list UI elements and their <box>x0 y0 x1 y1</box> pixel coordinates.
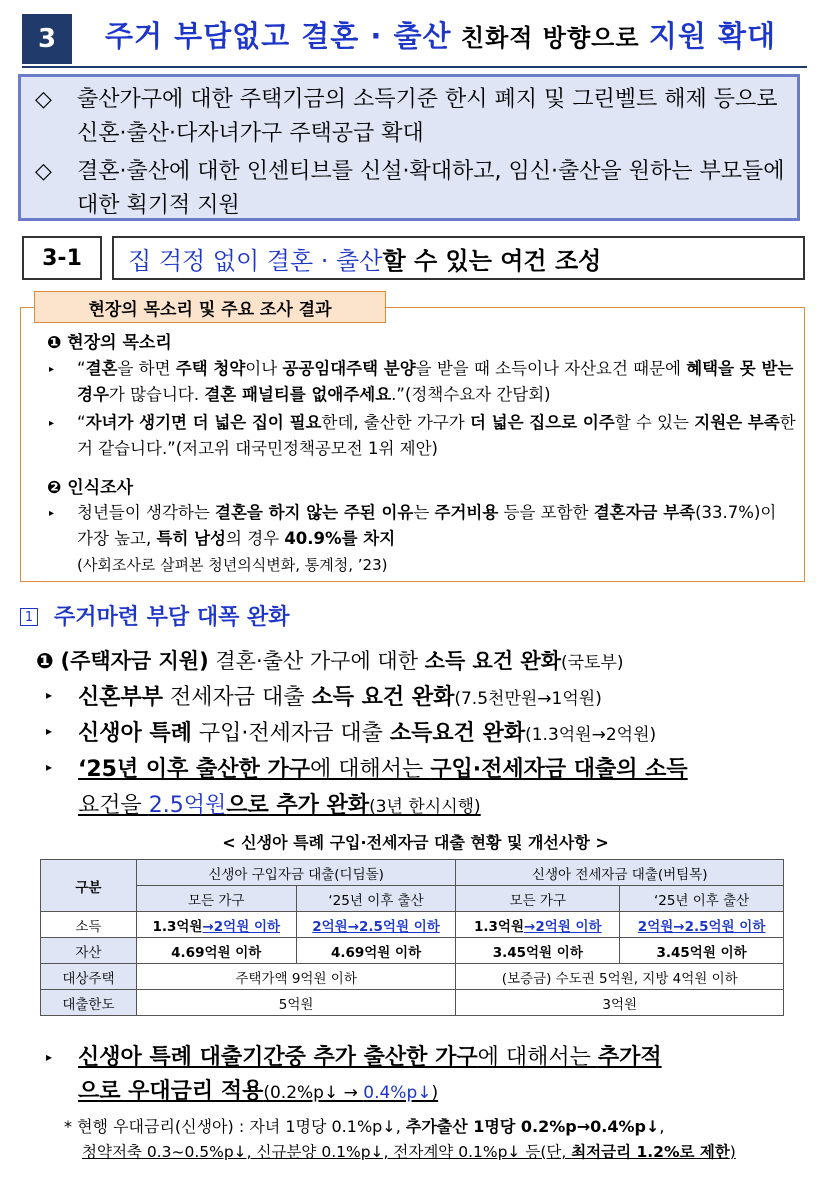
section-title-part1: 주거 부담없고 결혼 · 출산 <box>105 19 452 53</box>
subsection-title <box>112 236 805 280</box>
triangle-bullet-icon: ▸ <box>49 364 55 375</box>
text-run: 청년들이 생각하는 <box>77 503 216 522</box>
table-row <box>41 938 784 964</box>
table-row <box>41 912 784 938</box>
rate-note-1 <box>64 1114 664 1137</box>
survey-result <box>77 500 797 552</box>
text-run: 가 많습니다. <box>108 385 205 404</box>
bold-text-run: 특히 남성 <box>156 529 227 548</box>
table-header: 모든 가구 <box>456 886 620 912</box>
item1-text: 결혼·출산 가구에 대한 <box>208 649 425 673</box>
sub-line-2-d: (1.3억원→2억원) <box>525 725 657 745</box>
sub-line-1-d: (7.5천만원→1억원) <box>454 689 602 709</box>
subsection-number: 3-1 <box>22 236 102 280</box>
text-run: 한 거 같습니다.”(저고위 대국민정책공모전 1위 제안) <box>77 413 796 458</box>
table-cell <box>456 912 620 938</box>
rate-note-1-c: , <box>659 1117 665 1136</box>
sub-line-3-b: 에 대해서는 <box>309 757 431 782</box>
voice-heading-2: ❷ 인식조사 <box>47 478 133 498</box>
text-run: 을 받을 때 소득이나 자산요건 때문에 <box>415 359 687 378</box>
item1-mark: ❶ <box>36 649 54 673</box>
rate-note-1-a: * 현행 우대금리(신생아) : 자녀 1명당 0.1%p↓, <box>64 1117 406 1136</box>
bold-text-run: 결혼 <box>85 359 118 378</box>
table-header: 신생아 구입자금 대출(디딤돌) <box>136 860 456 886</box>
table-cell: 대상주택 <box>41 964 137 990</box>
rate-note-2 <box>82 1140 736 1162</box>
field-voice-box <box>20 307 805 582</box>
voice-quote-1 <box>77 356 797 408</box>
table-cell: 4.69억원 이하 <box>296 938 456 964</box>
table-cell: 3.45억원 이하 <box>620 938 784 964</box>
bold-text-run: 주택 청약 <box>175 359 246 378</box>
sub-line-3-cont <box>78 788 481 819</box>
bold-text-run: 주거비용 <box>434 503 499 522</box>
item1-agency: (국토부) <box>561 653 624 673</box>
section-title-part2: 친화적 방향으로 <box>451 24 649 52</box>
table-cell-text: 1.3억원 <box>474 918 525 935</box>
text-run: “ <box>77 413 86 432</box>
table-header: ‘25년 이후 출산 <box>620 886 784 912</box>
sub-line-2-b: 구입·전세자금 대출 <box>191 721 390 746</box>
table-cell: 2억원→2.5억원 이하 <box>620 912 784 938</box>
bold-text-run: 결혼자금 부족 <box>593 503 696 522</box>
section-title <box>105 14 776 55</box>
table-caption: < 신생아 특례 구입·전세자금 대출 현황 및 개선사항 > <box>222 833 609 852</box>
table-header: 신생아 전세자금 대출(버팀목) <box>456 860 784 886</box>
table-cell-text: →2억원 이하 <box>524 918 602 935</box>
bold-text-run: 자녀가 생기면 더 넓은 집이 필요 <box>85 413 322 432</box>
rate-line-b: 에 대해서는 <box>477 1045 598 1070</box>
rate-line-e: (0.2%p↓ → <box>263 1083 364 1103</box>
bold-text-run: 지원은 부족 <box>694 413 780 432</box>
section-title-part3: 지원 확대 <box>648 19 777 53</box>
table-cell: (보증금) 수도권 5억원, 지방 4억원 이하 <box>456 964 784 990</box>
section1-title: 주거마련 부담 대폭 완화 <box>54 605 290 630</box>
bold-text-run: 공공임대주택 분양 <box>282 359 416 378</box>
bold-text-run: 결혼 패널티를 없애주세요 <box>204 385 392 404</box>
subsection-title-blue: 집 걱정 없이 결혼 · 출산 <box>128 246 383 275</box>
sub-line-3 <box>78 752 688 783</box>
triangle-bullet-icon: ▸ <box>46 724 53 738</box>
item1-bold: (주택자금 지원) <box>60 649 209 673</box>
sub-line-3-e: 2.5억원 <box>148 793 227 818</box>
rate-note-2-a: 청약저축 0.3~0.5%p↓, 신규분양 0.1%p↓, 전자계약 0.1%p↓ 등(단, <box>82 1143 572 1161</box>
table-row <box>41 990 784 1016</box>
rate-note-2-c: ) <box>729 1143 736 1161</box>
item1-bold2: 소득 요건 완화 <box>424 649 561 673</box>
rate-line-c: 추가적 <box>597 1045 662 1070</box>
table-header: ‘25년 이후 출산 <box>296 886 456 912</box>
rate-line-2 <box>78 1074 438 1105</box>
subsection-title-black: 할 수 있는 여건 조성 <box>382 246 602 275</box>
sub-line-3-c: 구입·전세자금 대출의 소득 <box>430 757 688 782</box>
sub-line-3-f: 으로 추가 완화 <box>226 793 370 818</box>
triangle-bullet-icon: ▸ <box>46 688 53 702</box>
table-cell <box>136 912 296 938</box>
voice-heading-1: ❶ 현장의 목소리 <box>47 333 172 353</box>
rate-line-g: ) <box>431 1083 439 1103</box>
sub-line-3-a: ‘25년 이후 출산한 가구 <box>78 757 310 782</box>
rate-note-2-b: 최저금리 1.2%로 제한 <box>571 1143 730 1161</box>
text-run: 등을 포함한 <box>498 503 594 522</box>
table-cell: 주택가액 9억원 이하 <box>136 964 456 990</box>
diamond-icon: ◇ <box>35 159 52 184</box>
text-run: .”(정책수요자 간담회) <box>391 385 551 404</box>
section-rule <box>22 66 807 68</box>
bold-text-run: 혜택을 못 받는 경우 <box>77 359 794 404</box>
triangle-bullet-icon: ▸ <box>49 508 55 519</box>
summary-box <box>18 74 800 221</box>
table-cell: 2억원→2.5억원 이하 <box>296 912 456 938</box>
text-run: (33.7%)이 가장 높고, <box>77 503 777 548</box>
table-cell-text: 1.3억원 <box>152 918 203 935</box>
table-header: 구분 <box>41 860 137 912</box>
item1-heading <box>36 645 624 675</box>
table-cell: 5억원 <box>136 990 456 1016</box>
rate-note-1-b: 추가출산 1명당 0.2%p→0.4%p↓ <box>405 1117 660 1136</box>
voice-tab-label: 현장의 목소리 및 주요 조사 결과 <box>34 291 386 323</box>
rate-line-f: 0.4%p↓ <box>363 1083 432 1103</box>
rate-line-d: 으로 우대금리 적용 <box>78 1079 264 1104</box>
table-cell-text: →2억원 이하 <box>202 918 281 935</box>
sub-line-1-c: 소득 요건 완화 <box>311 685 455 710</box>
table-cell: 대출한도 <box>41 990 137 1016</box>
sub-line-3-d: 요건을 <box>78 793 149 818</box>
sub-line-1-b: 전세자금 대출 <box>163 685 312 710</box>
text-run: 는 <box>413 503 435 522</box>
summary-text: 출산가구에 대한 주택기금의 소득기준 한시 폐지 및 그린벨트 해제 등으로 신혼·출산·다자녀가구 주택공급 확대 <box>77 87 778 146</box>
sub-line-3-g: (3년 한시시행) <box>369 797 481 817</box>
bold-text-run: 40.9%를 차지 <box>284 529 396 548</box>
sub-line-2-c: 소득요건 완화 <box>389 721 526 746</box>
triangle-bullet-icon: ▸ <box>46 1050 53 1064</box>
table-row <box>41 964 784 990</box>
section1-number: 1 <box>20 608 38 626</box>
survey-source: (사회조사로 살펴본 청년의식변화, 통계청, ’23) <box>77 556 388 574</box>
text-run: 을 하면 <box>117 359 176 378</box>
table-cell: 3.45억원 이하 <box>456 938 620 964</box>
sub-line-1-a: 신혼부부 <box>78 685 164 710</box>
text-run: 할 수 있는 <box>614 413 695 432</box>
table-cell: 소득 <box>41 912 137 938</box>
diamond-icon: ◇ <box>35 87 52 112</box>
table-header: 모든 가구 <box>136 886 296 912</box>
voice-quote-2 <box>77 410 797 462</box>
text-run: 이나 <box>245 359 283 378</box>
loan-table <box>40 859 784 1016</box>
section-number: 3 <box>22 14 72 64</box>
rate-line-a: 신생아 특례 대출기간중 추가 출산한 가구 <box>78 1045 478 1070</box>
summary-text: 결혼·출산에 대한 인센티브를 신설·확대하고, 임신·출산을 원하는 부모들에 대한 획기적 지원 <box>77 159 785 218</box>
table-cell: 3억원 <box>456 990 784 1016</box>
text-run: “ <box>77 359 86 378</box>
bold-text-run: 더 넓은 집으로 이주 <box>470 413 615 432</box>
rate-line-1 <box>78 1040 662 1071</box>
triangle-bullet-icon: ▸ <box>46 760 53 774</box>
sub-line-2-a: 신생아 특례 <box>78 721 192 746</box>
triangle-bullet-icon: ▸ <box>49 418 55 429</box>
sub-line-1 <box>78 680 602 711</box>
text-run: 한데, 출산한 가구가 <box>321 413 470 432</box>
bold-text-run: 결혼을 하지 않는 주된 이유 <box>215 503 414 522</box>
table-cell: 자산 <box>41 938 137 964</box>
table-cell: 4.69억원 이하 <box>136 938 296 964</box>
text-run: 의 경우 <box>226 529 285 548</box>
sub-line-2 <box>78 716 656 747</box>
